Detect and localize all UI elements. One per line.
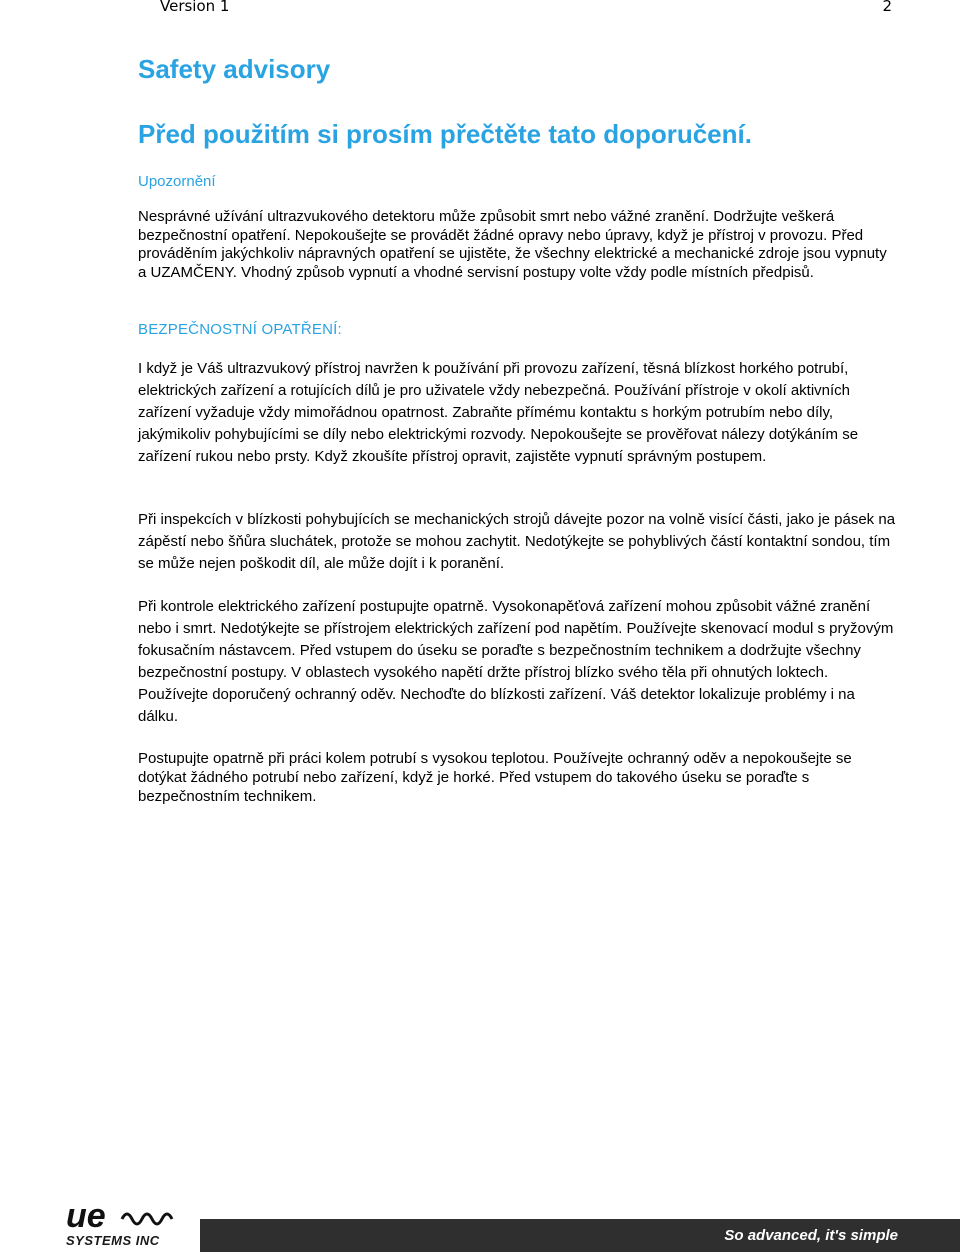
ue-logo-mark-icon bbox=[64, 1197, 188, 1237]
page-subtitle: Před použitím si prosím přečtěte tato doporučení. bbox=[138, 119, 752, 149]
safety-paragraph-4: Postupujte opatrně při práci kolem potrubí s vysokou teplotou. Používejte ochranný oděv a nepokoušejte se dotýkat žádného potrubí nebo zařízení, když je horké. Před vstupem do takového úseku se poraďte s bezpečnostním technikem. bbox=[138, 750, 852, 805]
page-title: Safety advisory bbox=[138, 54, 331, 84]
footer-tagline: So advanced, it's simple bbox=[724, 1227, 898, 1244]
safety-paragraph-3: Při kontrole elektrického zařízení postupujte opatrně. Vysokonapěťová zařízení mohou způsobit vážné zranění nebo i smrt. Nedotýkejte se přístrojem elektrických zařízení pod napětím. Používejte skenovací modul s pryžovým fokusačním nástavcem. Před vstupem do úseku se poraďte s bezpečnostním technikem a dodržujte všechny bezpečnostní postupy. V oblastech vysokého napětí držte přístroj blízko svého těla při ohnutých loktech. Používejte doporučený ochranný oděv. Nechoďte do blízkosti zařízení. Váš detektor lokalizuje problémy i na dálku. bbox=[138, 598, 894, 725]
header-page-number: 2 bbox=[882, 0, 892, 15]
footer-bar bbox=[200, 1219, 960, 1252]
logo-text: SYSTEMS INC bbox=[66, 1233, 160, 1248]
safety-paragraph-1: I když je Váš ultrazvukový přístroj navržen k používání při provozu zařízení, těsná blízkost horkého potrubí, elektrických zařízení a rotujících dílů je pro uživatele vždy nebezpečná. Používání přístroje v okolí aktivních zařízení vyžaduje vždy mimořádnou opatrnost. Zabraňte přímému kontaktu s horkým potrubím nebo díly, jakýmikoliv pohybujícími se díly nebo elektrickými rozvody. Nepokoušejte se prověřovat nálezy dotýkáním se zařízení rukou nebo prsty. Když zkoušíte přístroj opravit, zajistěte vypnutí správným postupem. bbox=[138, 360, 859, 465]
svg-text:ue: ue bbox=[66, 1197, 106, 1235]
safety-paragraph-2: Při inspekcích v blízkosti pohybujících se mechanických strojů dávejte pozor na volně visící části, jako je pásek na zápěstí nebo šňůra sluchátek, protože se mohou zachytit. Nedotýkejte se pohyblivých částí kontaktní sondou, tím se může nejen poškodit díl, ale může dojít i k poranění. bbox=[138, 511, 896, 572]
warning-title: Upozornění bbox=[138, 173, 216, 190]
ue-systems-logo bbox=[64, 1197, 188, 1251]
safety-section-title: BEZPEČNOSTNÍ OPATŘENÍ: bbox=[138, 321, 342, 338]
warning-text: Nesprávné užívání ultrazvukového detektoru může způsobit smrt nebo vážné zranění. Dodržujte veškerá bezpečnostní opatření. Nepokoušejte se provádět žádné opravy nebo úpravy, když je přístroj v provozu. Před prováděním jakýchkoliv nápravných opatření se ujistěte, že všechny elektrické a mechanické zdroje jsou vypnuty a UZAMČENY. Vhodný způsob vypnutí a vhodné servisní postupy volte vždy podle místních předpisů. bbox=[138, 208, 887, 281]
header-version: Version 1 bbox=[160, 0, 230, 15]
